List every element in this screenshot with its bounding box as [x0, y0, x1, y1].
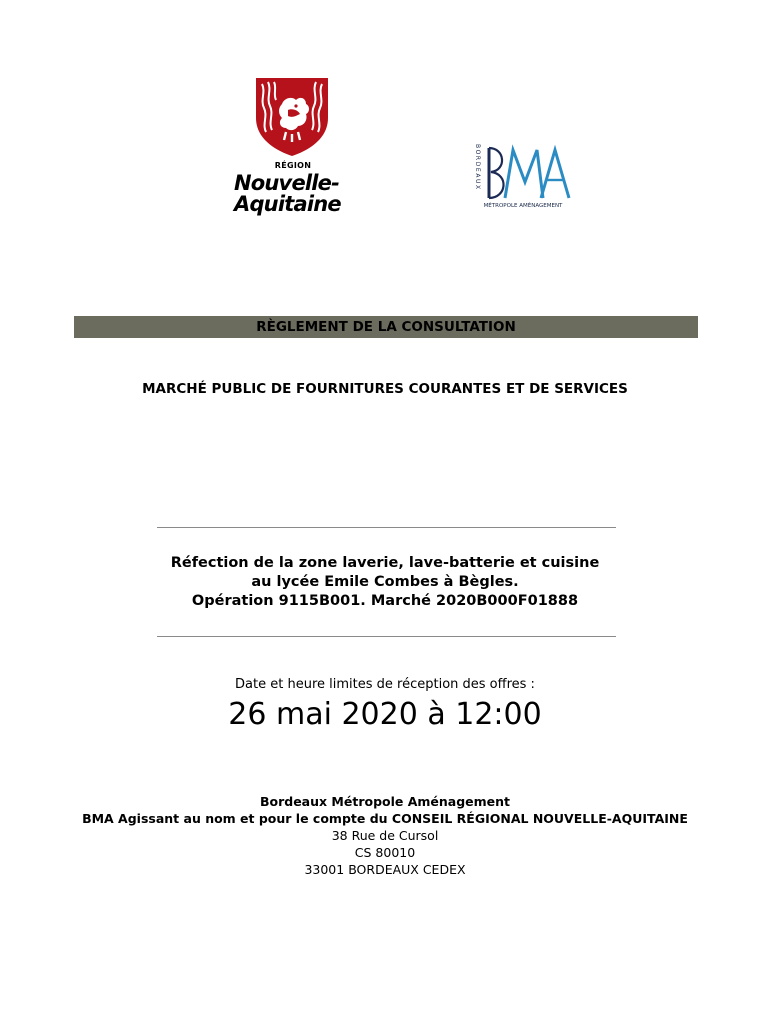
contact-acting-on-behalf: BMA Agissant au nom et pour le compte du CONSEIL RÉGIONAL NOUVELLE-AQUITAINE — [82, 811, 688, 826]
contact-street: 38 Rue de Cursol — [331, 828, 439, 843]
contact-organization: Bordeaux Métropole Aménagement — [259, 794, 511, 809]
project-description — [0, 554, 770, 611]
top-divider — [157, 527, 616, 528]
project-line-1: Réfection de la zone laverie, lave-batterie et cuisine — [170, 555, 600, 571]
region-small-label: RÉGION — [274, 161, 312, 170]
region-nouvelle-aquitaine-logo — [228, 74, 358, 220]
project-line-3: Opération 9115B001. Marché 2020B000F01888 — [191, 593, 579, 609]
contact-block — [0, 793, 770, 878]
bma-subtitle: MÉTROPOLE AMÉNAGEMENT — [483, 203, 563, 209]
deadline-label: Date et heure limites de réception des offres : — [235, 677, 535, 692]
region-name-line1: Nouvelle- — [234, 171, 340, 195]
bma-mark-icon — [483, 142, 571, 204]
bma-vertical-text: BORDEAUX — [474, 144, 481, 191]
contact-po-box: CS 80010 — [354, 845, 416, 860]
lion-shield-icon — [252, 74, 332, 158]
bottom-divider — [157, 636, 616, 637]
market-type-heading: MARCHÉ PUBLIC DE FOURNITURES COURANTES ET DE SERVICES — [142, 381, 628, 397]
bma-logo — [471, 140, 575, 212]
deadline-value: 26 mai 2020 à 12:00 — [228, 697, 542, 732]
contact-city: 33001 BORDEAUX CEDEX — [304, 862, 466, 877]
region-name-line2: Aquitaine — [234, 192, 341, 216]
project-line-2: au lycée Emile Combes à Bègles. — [251, 574, 519, 590]
document-title-bar: RÈGLEMENT DE LA CONSULTATION — [74, 316, 698, 338]
